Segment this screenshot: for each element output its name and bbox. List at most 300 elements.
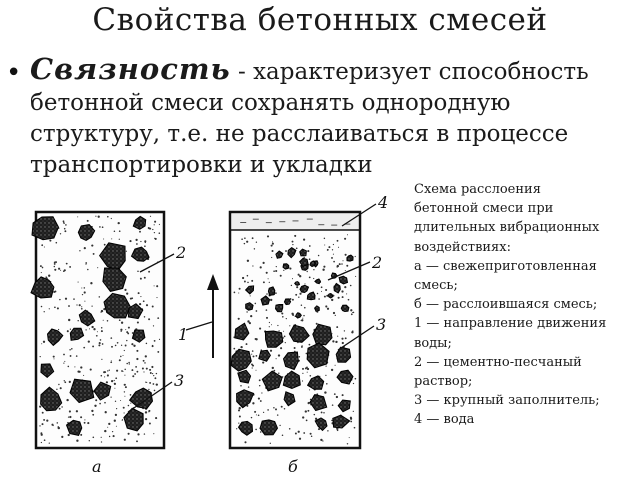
sand-grain: [251, 354, 252, 355]
sand-grain: [99, 226, 101, 228]
sand-grain: [49, 240, 51, 242]
aggregate-stone: [295, 282, 300, 286]
sand-grain: [331, 257, 333, 259]
sand-grain: [325, 375, 326, 376]
sand-grain: [271, 324, 272, 325]
sand-grain: [99, 403, 101, 405]
caption-line: Схема расслоения: [414, 182, 541, 197]
sand-grain: [266, 309, 268, 311]
sand-grain: [258, 398, 260, 400]
sand-grain: [111, 238, 112, 239]
sand-grain: [154, 285, 155, 286]
sand-grain: [149, 228, 151, 230]
sand-grain: [244, 281, 246, 283]
sand-grain: [298, 297, 299, 298]
callout-4: 4: [378, 193, 389, 212]
sand-grain: [116, 370, 118, 372]
sand-grain: [53, 356, 55, 358]
sand-grain: [331, 369, 333, 371]
sand-grain: [107, 427, 108, 428]
sand-grain: [339, 263, 341, 265]
sand-grain: [240, 385, 242, 387]
sand-grain: [314, 414, 315, 415]
panel-b-segregated-mix: [230, 212, 360, 448]
sand-grain: [324, 391, 326, 393]
sand-grain: [130, 394, 132, 396]
sand-grain: [76, 304, 77, 305]
aggregate-stone: [347, 255, 353, 261]
sand-grain: [335, 342, 336, 343]
sand-grain: [103, 371, 105, 373]
sand-grain: [84, 422, 86, 424]
sand-grain: [354, 427, 356, 429]
sand-grain: [114, 383, 116, 385]
sand-grain: [143, 360, 145, 362]
sand-grain: [68, 319, 70, 321]
sand-grain: [63, 354, 65, 356]
caption-line: воды;: [414, 335, 452, 351]
sand-grain: [60, 233, 61, 234]
sand-grain: [105, 411, 107, 413]
sand-grain: [355, 378, 357, 380]
sand-grain: [41, 244, 43, 246]
sand-grain: [324, 244, 325, 245]
sand-grain: [132, 375, 134, 377]
sand-grain: [100, 339, 102, 341]
sand-grain: [352, 312, 353, 313]
aggregate-stone: [260, 420, 278, 435]
sand-grain: [146, 343, 148, 345]
sand-grain: [120, 330, 121, 331]
sand-grain: [148, 318, 150, 320]
sand-grain: [56, 242, 58, 244]
sand-grain: [107, 374, 109, 376]
sand-grain: [125, 329, 126, 330]
sand-grain: [266, 317, 268, 319]
sand-grain: [302, 380, 303, 381]
sand-grain: [154, 377, 156, 379]
sand-grain: [151, 366, 153, 368]
sand-grain: [266, 293, 268, 295]
aggregate-stone: [284, 299, 290, 305]
sand-grain: [131, 297, 133, 299]
sand-grain: [275, 408, 277, 410]
sand-grain: [337, 240, 339, 242]
sand-grain: [81, 287, 82, 288]
sand-grain: [280, 347, 282, 349]
sand-grain: [78, 282, 79, 283]
sand-grain: [101, 441, 102, 442]
sand-grain: [350, 417, 352, 419]
sand-grain: [255, 303, 257, 305]
sand-grain: [284, 336, 286, 338]
sand-grain: [152, 373, 153, 374]
sand-grain: [84, 301, 85, 302]
sand-grain: [301, 345, 302, 346]
sand-grain: [58, 427, 60, 429]
sand-grain: [282, 316, 284, 318]
sand-grain: [96, 335, 98, 337]
sand-grain: [114, 388, 115, 389]
sand-grain: [109, 436, 110, 437]
sand-grain: [252, 367, 253, 368]
sand-grain: [119, 230, 121, 232]
sand-grain: [263, 262, 265, 264]
sand-grain: [41, 343, 42, 344]
sand-grain: [307, 410, 309, 412]
sand-grain: [285, 250, 287, 252]
sand-grain: [143, 300, 145, 302]
bullet-line-1-rest: характеризует способность: [253, 59, 589, 85]
sand-grain: [149, 369, 151, 371]
sand-grain: [307, 372, 308, 373]
sand-grain: [39, 405, 41, 407]
sand-grain: [136, 243, 138, 245]
sand-grain: [282, 435, 284, 437]
sand-grain: [272, 243, 274, 245]
sand-grain: [353, 383, 354, 384]
sand-grain: [87, 422, 89, 424]
sand-grain: [304, 307, 306, 309]
sand-grain: [104, 244, 106, 246]
sand-grain: [303, 239, 305, 241]
figure-caption: [414, 180, 638, 430]
sand-grain: [69, 381, 71, 383]
sand-grain: [307, 250, 309, 252]
sand-grain: [299, 438, 301, 440]
sand-grain: [255, 338, 257, 340]
sand-grain: [76, 410, 78, 412]
sand-grain: [124, 375, 125, 376]
sand-grain: [355, 256, 356, 257]
sand-grain: [153, 325, 154, 326]
sand-grain: [111, 218, 112, 219]
sand-grain: [85, 329, 86, 330]
sand-grain: [144, 316, 145, 317]
sand-grain: [87, 269, 89, 271]
sand-grain: [313, 269, 314, 270]
sand-grain: [84, 419, 85, 420]
aggregate-stone: [328, 294, 333, 299]
sand-grain: [302, 373, 303, 374]
sand-grain: [152, 306, 154, 308]
sand-grain: [41, 442, 42, 443]
sand-grain: [338, 297, 340, 299]
sand-grain: [133, 345, 135, 347]
sand-grain: [54, 261, 56, 263]
sand-grain: [131, 369, 133, 371]
sand-grain: [286, 318, 287, 319]
sand-grain: [318, 255, 320, 257]
sand-grain: [107, 370, 108, 371]
sand-grain: [338, 247, 339, 248]
sand-grain: [101, 437, 102, 438]
sand-grain: [345, 337, 347, 339]
sand-grain: [126, 363, 128, 365]
sand-grain: [92, 414, 94, 416]
sand-grain: [76, 440, 78, 442]
sand-grain: [102, 226, 104, 228]
sand-grain: [275, 292, 277, 294]
sand-grain: [90, 369, 92, 371]
sand-grain: [91, 305, 92, 306]
bullet-paragraph: [30, 54, 630, 181]
sand-grain: [41, 306, 43, 308]
caption-line: смесь;: [414, 278, 458, 294]
sand-grain: [130, 403, 131, 404]
sand-grain: [347, 443, 348, 444]
sand-grain: [84, 247, 86, 249]
sand-grain: [334, 393, 336, 395]
sand-grain: [149, 423, 151, 425]
sand-grain: [111, 346, 113, 348]
sand-grain: [146, 304, 148, 306]
sand-grain: [99, 342, 101, 344]
sand-grain: [250, 295, 251, 296]
sand-grain: [353, 411, 354, 412]
sand-grain: [140, 241, 141, 242]
sand-grain: [239, 416, 241, 418]
sand-grain: [278, 330, 279, 331]
sand-grain: [42, 267, 44, 269]
sand-grain: [91, 326, 93, 328]
sand-grain: [244, 237, 246, 239]
sand-grain: [121, 322, 123, 324]
sand-grain: [336, 396, 338, 398]
sand-grain: [327, 308, 329, 310]
sand-grain: [136, 350, 138, 352]
sand-grain: [80, 434, 82, 436]
sand-grain: [262, 362, 264, 364]
sand-grain: [256, 355, 258, 357]
sand-grain: [124, 369, 125, 370]
sand-grain: [90, 282, 92, 284]
sand-grain: [278, 354, 280, 356]
slide-title: Свойства бетонных смесей: [92, 2, 548, 38]
sand-grain: [318, 298, 320, 300]
sand-grain: [310, 375, 312, 377]
sand-grain: [273, 370, 275, 372]
sand-grain: [299, 275, 301, 277]
bullet-line-1: [30, 54, 630, 88]
sand-grain: [291, 285, 292, 286]
sand-grain: [85, 264, 86, 265]
sand-grain: [289, 268, 291, 270]
water-direction-arrow: [207, 274, 219, 358]
sand-grain: [252, 265, 253, 266]
sand-grain: [273, 407, 275, 409]
sand-grain: [57, 422, 59, 424]
aggregate-stone: [315, 306, 320, 311]
sand-grain: [250, 315, 252, 317]
aggregate-stone: [339, 276, 347, 284]
sand-grain: [125, 386, 127, 388]
sand-grain: [101, 359, 102, 360]
callout-3b: 3: [376, 315, 387, 334]
sand-grain: [58, 329, 59, 330]
sand-grain: [152, 345, 154, 347]
sand-grain: [104, 376, 105, 377]
caption-line: а — свежеприготовленная: [414, 258, 597, 274]
sand-grain: [54, 266, 56, 268]
callout-3a: 3: [174, 371, 185, 390]
sand-grain: [270, 443, 271, 444]
sand-grain: [279, 425, 280, 426]
sand-grain: [68, 305, 70, 307]
bullet-marker: •: [6, 58, 22, 88]
sand-grain: [333, 244, 334, 245]
sand-grain: [324, 238, 325, 239]
sand-grain: [155, 417, 157, 419]
sand-grain: [81, 306, 82, 307]
sand-grain: [298, 431, 300, 433]
sand-grain: [252, 237, 254, 239]
sand-grain: [322, 440, 323, 441]
sand-grain: [65, 298, 67, 300]
bullet-line-2: бетонной смеси сохранять однородную: [30, 90, 511, 116]
sand-grain: [69, 416, 71, 418]
term-svyaznost: Связность: [30, 52, 231, 86]
sand-grain: [252, 365, 254, 367]
sand-grain: [321, 286, 323, 288]
sand-grain: [260, 266, 262, 268]
sand-grain: [124, 396, 125, 397]
sand-grain: [271, 257, 272, 258]
sand-grain: [137, 321, 139, 323]
sand-grain: [333, 261, 335, 263]
sand-grain: [269, 326, 270, 327]
sand-grain: [310, 433, 312, 435]
sand-grain: [266, 272, 268, 274]
sand-grain: [129, 363, 130, 364]
sand-grain: [238, 318, 240, 320]
sand-grain: [66, 263, 68, 265]
sand-grain: [156, 383, 158, 385]
sand-grain: [138, 292, 140, 294]
sand-grain: [137, 270, 139, 272]
sand-grain: [119, 319, 121, 321]
sand-grain: [292, 314, 294, 316]
sand-grain: [91, 410, 93, 412]
sand-grain: [247, 275, 249, 277]
sand-grain: [64, 381, 66, 383]
sand-grain: [154, 340, 156, 342]
sand-grain: [54, 269, 56, 271]
sand-grain: [246, 343, 248, 345]
sand-grain: [44, 246, 45, 247]
sand-grain: [322, 269, 324, 271]
sand-grain: [336, 326, 338, 328]
sand-grain: [58, 384, 59, 385]
sand-grain: [157, 351, 159, 353]
sand-grain: [115, 377, 117, 379]
sand-grain: [101, 327, 103, 329]
aggregate-stone: [283, 264, 289, 269]
sand-grain: [142, 367, 144, 369]
aggregate-stone: [276, 305, 283, 312]
sand-grain: [342, 342, 344, 344]
sand-grain: [115, 401, 116, 402]
sand-grain: [144, 277, 146, 279]
sand-grain: [120, 329, 122, 331]
sand-grain: [336, 266, 337, 267]
callout-2b: 2: [372, 253, 383, 272]
sand-grain: [135, 239, 137, 241]
sand-grain: [101, 330, 103, 332]
sand-grain: [251, 280, 253, 282]
sand-grain: [327, 430, 328, 431]
sand-grain: [277, 414, 278, 415]
sand-grain: [332, 404, 334, 406]
sand-grain: [114, 380, 115, 381]
sand-grain: [304, 283, 305, 284]
sand-grain: [298, 356, 300, 358]
sand-grain: [93, 328, 95, 330]
sand-grain: [63, 220, 65, 222]
sand-grain: [309, 245, 311, 247]
sand-grain: [247, 320, 249, 322]
sand-grain: [103, 320, 104, 321]
sand-grain: [246, 241, 248, 243]
sand-grain: [69, 349, 71, 351]
sand-grain: [110, 396, 111, 397]
sand-grain: [280, 275, 282, 277]
sand-grain: [256, 370, 257, 371]
sand-grain: [144, 433, 145, 434]
sand-grain: [303, 315, 305, 317]
sand-grain: [68, 434, 70, 436]
sand-grain: [236, 428, 237, 429]
sand-grain: [48, 275, 50, 277]
sand-grain: [139, 231, 141, 233]
sand-grain: [122, 419, 123, 420]
sand-grain: [115, 345, 117, 347]
sand-grain: [97, 267, 98, 268]
sand-grain: [306, 353, 308, 355]
sand-grain: [341, 338, 343, 340]
aggregate-stone: [341, 305, 349, 311]
sand-grain: [292, 244, 293, 245]
sand-grain: [128, 433, 130, 435]
sand-grain: [256, 414, 257, 415]
sand-grain: [107, 320, 109, 322]
sand-grain: [316, 323, 318, 325]
sand-grain: [269, 282, 270, 283]
sand-grain: [49, 442, 50, 443]
sand-grain: [81, 308, 83, 310]
sand-grain: [239, 288, 241, 290]
sand-grain: [148, 271, 150, 273]
sand-grain: [93, 437, 95, 439]
sand-grain: [320, 439, 322, 441]
sand-grain: [126, 340, 127, 341]
sand-grain: [154, 390, 156, 392]
sand-grain: [101, 310, 103, 312]
caption-line: бетонной смеси при: [414, 201, 554, 217]
sand-grain: [303, 257, 304, 258]
sand-grain: [238, 292, 239, 293]
sand-grain: [294, 347, 296, 349]
sand-grain: [295, 294, 297, 296]
sand-grain: [89, 328, 90, 329]
sand-grain: [111, 360, 112, 361]
sand-grain: [46, 420, 48, 422]
sand-grain: [145, 411, 147, 413]
sand-grain: [323, 266, 325, 268]
sand-grain: [64, 223, 65, 224]
sand-grain: [110, 361, 112, 363]
sand-grain: [296, 247, 298, 249]
